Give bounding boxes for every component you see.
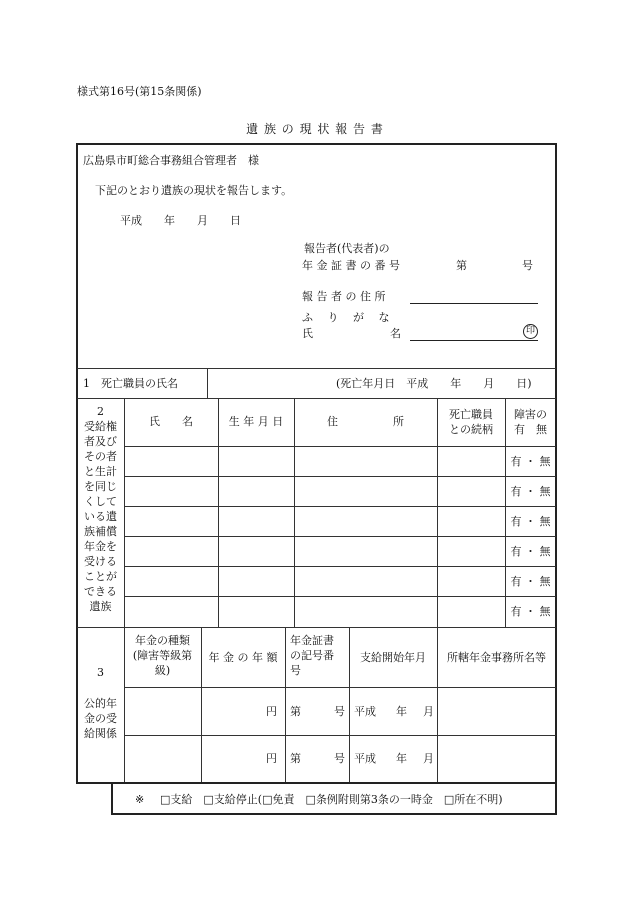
s3-row-line bbox=[124, 687, 556, 688]
s3-col-line-4 bbox=[349, 627, 350, 783]
col-header-pension-office: 所轄年金事務所名等 bbox=[447, 651, 546, 664]
section1-divider bbox=[207, 368, 208, 398]
report-statement: 下記のとおり遺族の現状を報告します。 bbox=[95, 184, 293, 197]
death-date: (死亡年月日 平成 年 月 日) bbox=[336, 377, 532, 390]
s3-col-line-3 bbox=[285, 627, 286, 783]
start-era: 平成 bbox=[354, 705, 376, 718]
col-header-start-date: 支給開始年月 bbox=[360, 651, 426, 664]
s2-col-line-3 bbox=[294, 398, 295, 627]
s3-row-line bbox=[124, 735, 556, 736]
report-date: 平成 年 月 日 bbox=[120, 214, 241, 227]
s2-row-line bbox=[124, 476, 556, 477]
disability-option: 有 ・ 無 bbox=[510, 575, 551, 588]
deceased-name-label: 1 死亡職員の氏名 bbox=[83, 377, 178, 390]
footer-note-mark: ※ bbox=[135, 793, 145, 806]
amount-yen: 円 bbox=[266, 705, 277, 718]
pension-number: 第 号 bbox=[456, 259, 533, 272]
section3-label: 公的年 金の受 給関係 bbox=[84, 697, 117, 740]
section2-label: 2 受給権 者及び その者 と生計 を同じ くして いる遺 族補償 年金を 受ける ことが できる 遺族 bbox=[84, 405, 117, 613]
section3-number: 3 bbox=[97, 666, 104, 679]
s2-row-line bbox=[124, 566, 556, 567]
col-header-cert-number: 年金証書 の記号番 号 bbox=[290, 634, 334, 677]
start-month: 月 bbox=[423, 752, 434, 765]
s2-row-line bbox=[124, 596, 556, 597]
form-number: 様式第16号(第15条関係) bbox=[77, 85, 202, 98]
s2-row-line bbox=[124, 446, 556, 447]
start-year: 年 bbox=[396, 705, 407, 718]
pension-label-1: 報告者(代表者)の bbox=[304, 242, 390, 255]
s2-row-line bbox=[124, 506, 556, 507]
start-month: 月 bbox=[423, 705, 434, 718]
start-era: 平成 bbox=[354, 752, 376, 765]
seal-mark: 印 bbox=[523, 324, 538, 339]
cert-dai: 第 bbox=[290, 752, 301, 765]
disability-option: 有 ・ 無 bbox=[510, 605, 551, 618]
reporter-name-line bbox=[410, 340, 538, 341]
s2-row-line bbox=[124, 536, 556, 537]
disability-option: 有 ・ 無 bbox=[510, 515, 551, 528]
cert-go: 号 bbox=[334, 752, 345, 765]
name-label: 氏 名 bbox=[302, 327, 401, 340]
section3-top-line bbox=[77, 627, 556, 628]
disability-option: 有 ・ 無 bbox=[510, 545, 551, 558]
pension-label-2: 年 金 証 書 の 番 号 bbox=[302, 259, 400, 272]
col-header-pension-amount: 年 金 の 年 額 bbox=[208, 651, 278, 664]
disability-option: 有 ・ 無 bbox=[510, 485, 551, 498]
col-header-pension-type: 年金の種類 (障害等級第 級) bbox=[132, 634, 193, 677]
col-header-name: 氏 名 bbox=[149, 415, 193, 428]
cert-dai: 第 bbox=[290, 705, 301, 718]
section1-top-line bbox=[77, 368, 556, 369]
col-header-dob: 生 年 月 日 bbox=[228, 415, 284, 428]
col-header-relation: 死亡職員 との続柄 bbox=[449, 408, 493, 436]
s2-col-line-1 bbox=[124, 398, 125, 627]
footer-options: □支給 □支給停止(□免責 □条例附則第3条の一時金 □所在不明) bbox=[160, 793, 503, 806]
section1-bottom-line bbox=[77, 398, 556, 399]
col-header-address: 住 所 bbox=[327, 415, 404, 428]
addressee: 広島県市町総合事務組合管理者 様 bbox=[83, 154, 259, 167]
s2-col-line-2 bbox=[218, 398, 219, 627]
col-header-disability: 障害の 有 無 bbox=[514, 408, 547, 436]
form-title: 遺 族 の 現 状 報 告 書 bbox=[246, 122, 384, 136]
reporter-address-label: 報 告 者 の 住 所 bbox=[302, 290, 386, 303]
reporter-address-line bbox=[410, 303, 538, 304]
disability-option: 有 ・ 無 bbox=[510, 455, 551, 468]
s3-col-line-5 bbox=[437, 627, 438, 783]
amount-yen: 円 bbox=[266, 752, 277, 765]
cert-go: 号 bbox=[334, 705, 345, 718]
start-year: 年 bbox=[396, 752, 407, 765]
furigana-label: ふ り が な bbox=[302, 311, 390, 324]
